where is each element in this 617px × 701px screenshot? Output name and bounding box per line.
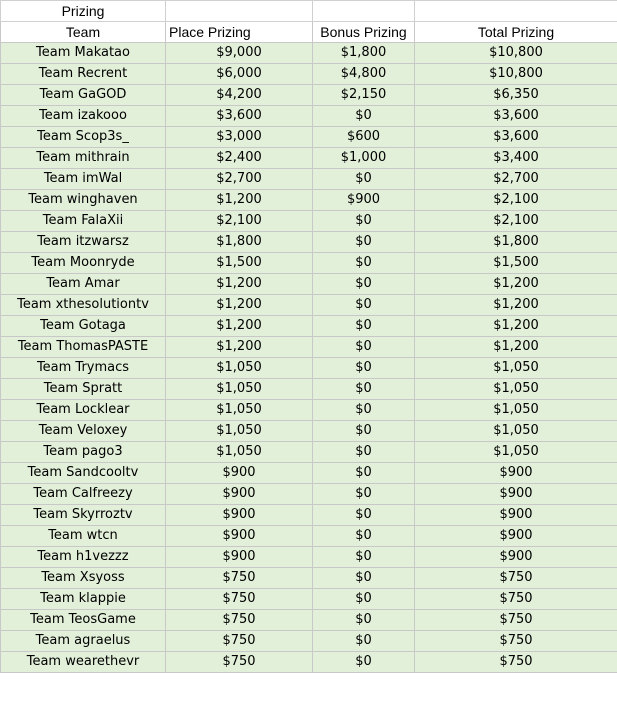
place-prizing-cell[interactable]: $2,100	[166, 211, 313, 232]
table-row	[1, 316, 617, 337]
total-prizing-cell[interactable]: $10,800	[415, 64, 617, 85]
total-prizing-cell[interactable]: $1,200	[415, 316, 617, 337]
total-prizing-cell[interactable]: $750	[415, 652, 617, 673]
total-prizing-cell[interactable]: $750	[415, 568, 617, 589]
table-row	[1, 610, 617, 631]
header-row	[1, 22, 617, 43]
team-cell[interactable]: Team imWal	[1, 169, 166, 190]
total-prizing-cell[interactable]: $1,050	[415, 379, 617, 400]
bonus-prizing-cell[interactable]: $0	[313, 463, 415, 484]
total-prizing-cell[interactable]: $900	[415, 547, 617, 568]
bonus-prizing-cell[interactable]: $0	[313, 274, 415, 295]
place-prizing-cell[interactable]: $1,050	[166, 400, 313, 421]
total-prizing-cell[interactable]: $1,200	[415, 295, 617, 316]
team-cell[interactable]: Team mithrain	[1, 148, 166, 169]
table-row	[1, 127, 617, 148]
team-cell[interactable]: Team h1vezzz	[1, 547, 166, 568]
total-prizing-cell[interactable]: $900	[415, 505, 617, 526]
table-row	[1, 505, 617, 526]
bonus-prizing-cell[interactable]: $0	[313, 379, 415, 400]
bonus-prizing-cell[interactable]: $0	[313, 253, 415, 274]
team-cell[interactable]: Team izakooo	[1, 106, 166, 127]
place-prizing-cell[interactable]: $900	[166, 484, 313, 505]
total-prizing-cell[interactable]: $3,400	[415, 148, 617, 169]
place-prizing-cell[interactable]: $6,000	[166, 64, 313, 85]
bonus-prizing-cell[interactable]: $0	[313, 652, 415, 673]
bonus-prizing-cell[interactable]: $0	[313, 106, 415, 127]
bonus-prizing-cell[interactable]: $0	[313, 358, 415, 379]
place-prizing-cell[interactable]: $1,050	[166, 442, 313, 463]
place-prizing-cell[interactable]: $1,050	[166, 379, 313, 400]
team-cell[interactable]: Team Recrent	[1, 64, 166, 85]
total-prizing-cell[interactable]: $6,350	[415, 85, 617, 106]
team-cell[interactable]: Team xthesolutiontv	[1, 295, 166, 316]
table-row	[1, 211, 617, 232]
header-bonus-prizing[interactable]: Bonus Prizing	[313, 22, 415, 43]
bonus-prizing-cell[interactable]: $0	[313, 631, 415, 652]
total-prizing-cell[interactable]: $3,600	[415, 127, 617, 148]
team-cell[interactable]: Team Skyrroztv	[1, 505, 166, 526]
bonus-prizing-cell[interactable]: $0	[313, 484, 415, 505]
table-row	[1, 43, 617, 64]
table-row	[1, 379, 617, 400]
place-prizing-cell[interactable]: $750	[166, 589, 313, 610]
team-cell[interactable]: Team FalaXii	[1, 211, 166, 232]
team-cell[interactable]: Team Sandcooltv	[1, 463, 166, 484]
team-cell[interactable]: Team Gotaga	[1, 316, 166, 337]
bonus-prizing-cell[interactable]: $0	[313, 316, 415, 337]
bonus-prizing-cell[interactable]: $0	[313, 568, 415, 589]
total-prizing-cell[interactable]: $1,500	[415, 253, 617, 274]
place-prizing-cell[interactable]: $900	[166, 505, 313, 526]
table-row	[1, 547, 617, 568]
bonus-prizing-cell[interactable]: $0	[313, 211, 415, 232]
total-prizing-cell[interactable]: $1,050	[415, 421, 617, 442]
total-prizing-cell[interactable]: $10,800	[415, 43, 617, 64]
table-row	[1, 295, 617, 316]
bonus-prizing-cell[interactable]: $0	[313, 169, 415, 190]
bonus-prizing-cell[interactable]: $0	[313, 526, 415, 547]
team-cell[interactable]: Team wtcn	[1, 526, 166, 547]
table-row	[1, 400, 617, 421]
bonus-prizing-cell[interactable]: $0	[313, 421, 415, 442]
table-row	[1, 442, 617, 463]
team-cell[interactable]: Team ThomasPASTE	[1, 337, 166, 358]
team-cell[interactable]: Team Locklear	[1, 400, 166, 421]
empty-cell[interactable]	[415, 1, 617, 22]
place-prizing-cell[interactable]: $3,600	[166, 106, 313, 127]
team-cell[interactable]: Team Makatao	[1, 43, 166, 64]
team-cell[interactable]: Team Spratt	[1, 379, 166, 400]
place-prizing-cell[interactable]: $2,700	[166, 169, 313, 190]
place-prizing-cell[interactable]: $900	[166, 526, 313, 547]
place-prizing-cell[interactable]: $750	[166, 568, 313, 589]
bonus-prizing-cell[interactable]: $0	[313, 610, 415, 631]
table-row	[1, 568, 617, 589]
place-prizing-cell[interactable]: $3,000	[166, 127, 313, 148]
bonus-prizing-cell[interactable]: $600	[313, 127, 415, 148]
place-prizing-cell[interactable]: $9,000	[166, 43, 313, 64]
team-cell[interactable]: Team GaGOD	[1, 85, 166, 106]
table-row	[1, 526, 617, 547]
total-prizing-cell[interactable]: $2,100	[415, 190, 617, 211]
place-prizing-cell[interactable]: $2,400	[166, 148, 313, 169]
bonus-prizing-cell[interactable]: $4,800	[313, 64, 415, 85]
bonus-prizing-cell[interactable]: $0	[313, 547, 415, 568]
prizing-table-body	[1, 1, 617, 673]
team-cell[interactable]: Team Amar	[1, 274, 166, 295]
team-cell[interactable]: Team pago3	[1, 442, 166, 463]
total-prizing-cell[interactable]: $750	[415, 631, 617, 652]
total-prizing-cell[interactable]: $1,050	[415, 358, 617, 379]
total-prizing-cell[interactable]: $1,050	[415, 400, 617, 421]
table-row	[1, 589, 617, 610]
place-prizing-cell[interactable]: $1,200	[166, 316, 313, 337]
table-row	[1, 85, 617, 106]
team-cell[interactable]: Team itzwarsz	[1, 232, 166, 253]
bonus-prizing-cell[interactable]: $1,000	[313, 148, 415, 169]
table-row	[1, 190, 617, 211]
place-prizing-cell[interactable]: $4,200	[166, 85, 313, 106]
table-row	[1, 274, 617, 295]
team-cell[interactable]: Team Trymacs	[1, 358, 166, 379]
total-prizing-cell[interactable]: $1,800	[415, 232, 617, 253]
total-prizing-cell[interactable]: $2,100	[415, 211, 617, 232]
table-row	[1, 358, 617, 379]
empty-cell[interactable]	[313, 1, 415, 22]
table-row	[1, 106, 617, 127]
place-prizing-cell[interactable]: $1,200	[166, 274, 313, 295]
team-cell[interactable]: Team winghaven	[1, 190, 166, 211]
total-prizing-cell[interactable]: $750	[415, 589, 617, 610]
total-prizing-cell[interactable]: $900	[415, 484, 617, 505]
place-prizing-cell[interactable]: $900	[166, 547, 313, 568]
bonus-prizing-cell[interactable]: $0	[313, 589, 415, 610]
team-cell[interactable]: Team klappie	[1, 589, 166, 610]
team-cell[interactable]: Team agraelus	[1, 631, 166, 652]
table-row	[1, 421, 617, 442]
place-prizing-cell[interactable]: $750	[166, 631, 313, 652]
total-prizing-cell[interactable]: $750	[415, 610, 617, 631]
bonus-prizing-cell[interactable]: $0	[313, 442, 415, 463]
bonus-prizing-cell[interactable]: $0	[313, 232, 415, 253]
total-prizing-cell[interactable]: $2,700	[415, 169, 617, 190]
total-prizing-cell[interactable]: $1,200	[415, 337, 617, 358]
table-row	[1, 64, 617, 85]
team-cell[interactable]: Team Moonryde	[1, 253, 166, 274]
place-prizing-cell[interactable]: $1,500	[166, 253, 313, 274]
place-prizing-cell[interactable]: $750	[166, 652, 313, 673]
place-prizing-cell[interactable]: $1,200	[166, 337, 313, 358]
table-row	[1, 253, 617, 274]
team-cell[interactable]: Team Scop3s_	[1, 127, 166, 148]
table-row	[1, 652, 617, 673]
table-row	[1, 463, 617, 484]
bonus-prizing-cell[interactable]: $1,800	[313, 43, 415, 64]
place-prizing-cell[interactable]: $1,050	[166, 358, 313, 379]
team-cell[interactable]: Team TeosGame	[1, 610, 166, 631]
total-prizing-cell[interactable]: $1,050	[415, 442, 617, 463]
bonus-prizing-cell[interactable]: $0	[313, 505, 415, 526]
header-place-prizing[interactable]: Place Prizing	[166, 22, 313, 43]
team-cell[interactable]: Team Veloxey	[1, 421, 166, 442]
team-cell[interactable]: Team wearethevr	[1, 652, 166, 673]
place-prizing-cell[interactable]: $750	[166, 610, 313, 631]
table-row	[1, 148, 617, 169]
bonus-prizing-cell[interactable]: $900	[313, 190, 415, 211]
table-row	[1, 337, 617, 358]
total-prizing-cell[interactable]: $1,200	[415, 274, 617, 295]
bonus-prizing-cell[interactable]: $0	[313, 400, 415, 421]
table-row	[1, 169, 617, 190]
place-prizing-cell[interactable]: $1,200	[166, 190, 313, 211]
team-cell[interactable]: Team Xsyoss	[1, 568, 166, 589]
place-prizing-cell[interactable]: $1,800	[166, 232, 313, 253]
team-cell[interactable]: Team Calfreezy	[1, 484, 166, 505]
table-title[interactable]: Prizing	[1, 1, 166, 22]
header-team[interactable]: Team	[1, 22, 166, 43]
table-row	[1, 631, 617, 652]
place-prizing-cell[interactable]: $900	[166, 463, 313, 484]
total-prizing-cell[interactable]: $3,600	[415, 106, 617, 127]
total-prizing-cell[interactable]: $900	[415, 526, 617, 547]
place-prizing-cell[interactable]: $1,200	[166, 295, 313, 316]
place-prizing-cell[interactable]: $1,050	[166, 421, 313, 442]
table-row	[1, 232, 617, 253]
empty-cell[interactable]	[166, 1, 313, 22]
total-prizing-cell[interactable]: $900	[415, 463, 617, 484]
title-row	[1, 1, 617, 22]
bonus-prizing-cell[interactable]: $0	[313, 295, 415, 316]
table-row	[1, 484, 617, 505]
bonus-prizing-cell[interactable]: $2,150	[313, 85, 415, 106]
header-total-prizing[interactable]: Total Prizing	[415, 22, 617, 43]
bonus-prizing-cell[interactable]: $0	[313, 337, 415, 358]
